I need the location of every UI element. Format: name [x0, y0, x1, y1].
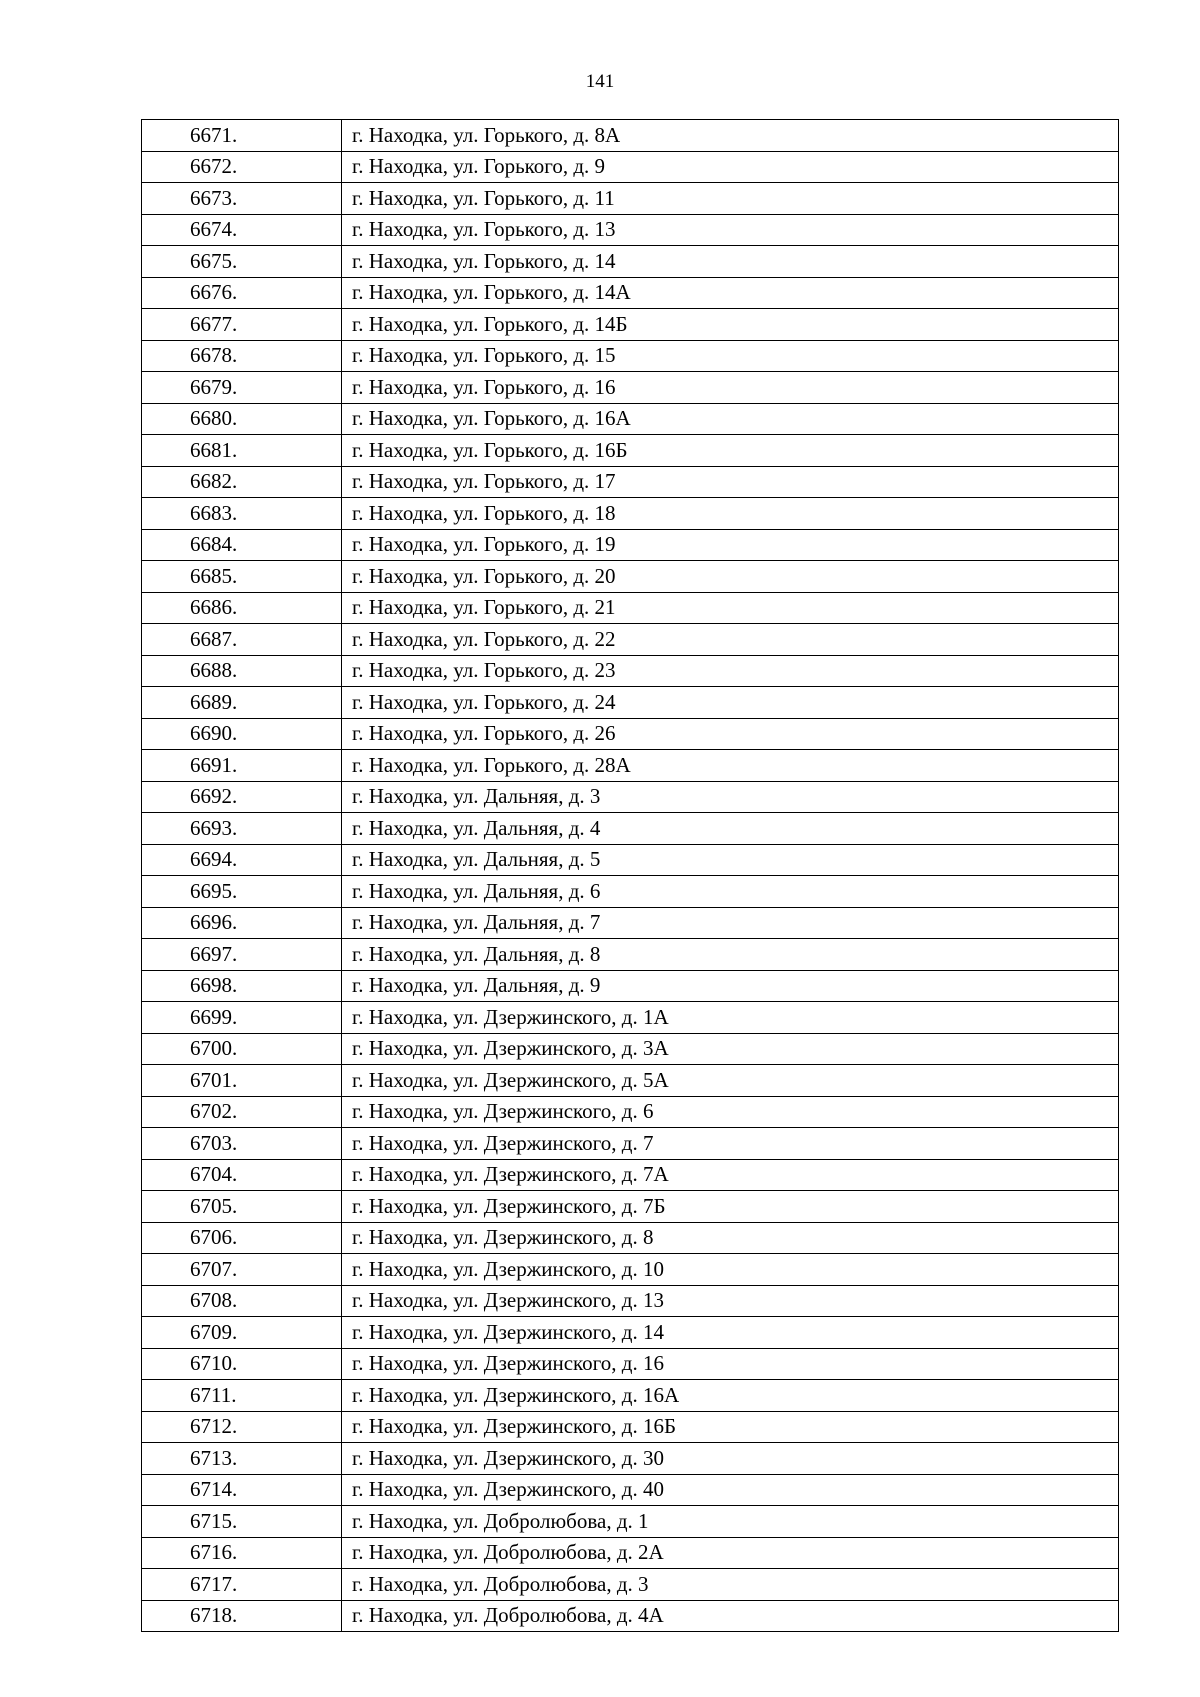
address-cell: г. Находка, ул. Добролюбова, д. 3	[342, 1569, 1119, 1601]
address-cell: г. Находка, ул. Дальняя, д. 3	[342, 781, 1119, 813]
address-cell: г. Находка, ул. Дзержинского, д. 40	[342, 1474, 1119, 1506]
address-cell: г. Находка, ул. Дальняя, д. 7	[342, 907, 1119, 939]
row-number-cell: 6675.	[142, 246, 342, 278]
table-row	[142, 1317, 1119, 1349]
row-number-cell: 6673.	[142, 183, 342, 215]
row-number-cell: 6686.	[142, 592, 342, 624]
row-number-cell: 6687.	[142, 624, 342, 656]
address-cell: г. Находка, ул. Добролюбова, д. 1	[342, 1506, 1119, 1538]
table-row	[142, 970, 1119, 1002]
address-cell: г. Находка, ул. Горького, д. 17	[342, 466, 1119, 498]
row-number-cell: 6685.	[142, 561, 342, 593]
table-row	[142, 1443, 1119, 1475]
row-number-cell: 6674.	[142, 214, 342, 246]
table-row	[142, 246, 1119, 278]
row-number-cell: 6717.	[142, 1569, 342, 1601]
address-cell: г. Находка, ул. Горького, д. 16	[342, 372, 1119, 404]
row-number-cell: 6704.	[142, 1159, 342, 1191]
table-row	[142, 309, 1119, 341]
address-cell: г. Находка, ул. Горького, д. 16А	[342, 403, 1119, 435]
row-number-cell: 6702.	[142, 1096, 342, 1128]
address-cell: г. Находка, ул. Горького, д. 22	[342, 624, 1119, 656]
table-row	[142, 813, 1119, 845]
row-number-cell: 6697.	[142, 939, 342, 971]
row-number-cell: 6690.	[142, 718, 342, 750]
address-cell: г. Находка, ул. Дальняя, д. 5	[342, 844, 1119, 876]
address-cell: г. Находка, ул. Дзержинского, д. 14	[342, 1317, 1119, 1349]
row-number-cell: 6689.	[142, 687, 342, 719]
table-row	[142, 655, 1119, 687]
row-number-cell: 6683.	[142, 498, 342, 530]
table-row	[142, 876, 1119, 908]
table-row	[142, 844, 1119, 876]
table-row	[142, 718, 1119, 750]
row-number-cell: 6692.	[142, 781, 342, 813]
table-row	[142, 1285, 1119, 1317]
table-row	[142, 1474, 1119, 1506]
table-row	[142, 1537, 1119, 1569]
row-number-cell: 6699.	[142, 1002, 342, 1034]
row-number-cell: 6691.	[142, 750, 342, 782]
address-cell: г. Находка, ул. Дальняя, д. 8	[342, 939, 1119, 971]
row-number-cell: 6695.	[142, 876, 342, 908]
address-cell: г. Находка, ул. Горького, д. 20	[342, 561, 1119, 593]
row-number-cell: 6706.	[142, 1222, 342, 1254]
address-cell: г. Находка, ул. Дальняя, д. 9	[342, 970, 1119, 1002]
table-row	[142, 687, 1119, 719]
table-row	[142, 1222, 1119, 1254]
row-number-cell: 6713.	[142, 1443, 342, 1475]
table-row	[142, 214, 1119, 246]
address-cell: г. Находка, ул. Горького, д. 11	[342, 183, 1119, 215]
row-number-cell: 6693.	[142, 813, 342, 845]
table-row	[142, 435, 1119, 467]
row-number-cell: 6711.	[142, 1380, 342, 1412]
table-row	[142, 372, 1119, 404]
address-cell: г. Находка, ул. Дзержинского, д. 7Б	[342, 1191, 1119, 1223]
row-number-cell: 6676.	[142, 277, 342, 309]
row-number-cell: 6671.	[142, 120, 342, 152]
table-row	[142, 781, 1119, 813]
row-number-cell: 6712.	[142, 1411, 342, 1443]
address-cell: г. Находка, ул. Горького, д. 23	[342, 655, 1119, 687]
address-cell: г. Находка, ул. Дзержинского, д. 16	[342, 1348, 1119, 1380]
table-row	[142, 1348, 1119, 1380]
row-number-cell: 6678.	[142, 340, 342, 372]
address-cell: г. Находка, ул. Горького, д. 21	[342, 592, 1119, 624]
table-row	[142, 151, 1119, 183]
address-cell: г. Находка, ул. Дзержинского, д. 7А	[342, 1159, 1119, 1191]
address-cell: г. Находка, ул. Дзержинского, д. 16А	[342, 1380, 1119, 1412]
row-number-cell: 6715.	[142, 1506, 342, 1538]
table-row	[142, 1065, 1119, 1097]
address-cell: г. Находка, ул. Горького, д. 16Б	[342, 435, 1119, 467]
address-cell: г. Находка, ул. Горького, д. 14	[342, 246, 1119, 278]
table-row	[142, 1159, 1119, 1191]
table-row	[142, 340, 1119, 372]
table-row	[142, 1506, 1119, 1538]
row-number-cell: 6679.	[142, 372, 342, 404]
address-cell: г. Находка, ул. Дзержинского, д. 10	[342, 1254, 1119, 1286]
page-number: 141	[585, 71, 615, 92]
table-row	[142, 1096, 1119, 1128]
address-cell: г. Находка, ул. Дзержинского, д. 5А	[342, 1065, 1119, 1097]
address-cell: г. Находка, ул. Горького, д. 18	[342, 498, 1119, 530]
table-row	[142, 1411, 1119, 1443]
row-number-cell: 6684.	[142, 529, 342, 561]
address-cell: г. Находка, ул. Горького, д. 14А	[342, 277, 1119, 309]
row-number-cell: 6701.	[142, 1065, 342, 1097]
address-cell: г. Находка, ул. Горького, д. 8А	[342, 120, 1119, 152]
table-row	[142, 1380, 1119, 1412]
table-row	[142, 624, 1119, 656]
row-number-cell: 6688.	[142, 655, 342, 687]
address-cell: г. Находка, ул. Дзержинского, д. 3А	[342, 1033, 1119, 1065]
row-number-cell: 6677.	[142, 309, 342, 341]
row-number-cell: 6672.	[142, 151, 342, 183]
row-number-cell: 6700.	[142, 1033, 342, 1065]
address-cell: г. Находка, ул. Дзержинского, д. 1А	[342, 1002, 1119, 1034]
row-number-cell: 6710.	[142, 1348, 342, 1380]
table-row	[142, 750, 1119, 782]
address-cell: г. Находка, ул. Дальняя, д. 6	[342, 876, 1119, 908]
table-row	[142, 1254, 1119, 1286]
address-cell: г. Находка, ул. Дальняя, д. 4	[342, 813, 1119, 845]
table-row	[142, 529, 1119, 561]
address-cell: г. Находка, ул. Дзержинского, д. 30	[342, 1443, 1119, 1475]
row-number-cell: 6709.	[142, 1317, 342, 1349]
row-number-cell: 6708.	[142, 1285, 342, 1317]
row-number-cell: 6694.	[142, 844, 342, 876]
table-row	[142, 1569, 1119, 1601]
table-row	[142, 561, 1119, 593]
address-cell: г. Находка, ул. Дзержинского, д. 13	[342, 1285, 1119, 1317]
row-number-cell: 6718.	[142, 1600, 342, 1632]
address-cell: г. Находка, ул. Горького, д. 14Б	[342, 309, 1119, 341]
address-cell: г. Находка, ул. Добролюбова, д. 4А	[342, 1600, 1119, 1632]
address-table	[141, 119, 1119, 1632]
row-number-cell: 6681.	[142, 435, 342, 467]
table-row	[142, 1191, 1119, 1223]
address-cell: г. Находка, ул. Дзержинского, д. 6	[342, 1096, 1119, 1128]
row-number-cell: 6680.	[142, 403, 342, 435]
table-row	[142, 498, 1119, 530]
row-number-cell: 6707.	[142, 1254, 342, 1286]
table-row	[142, 1128, 1119, 1160]
address-cell: г. Находка, ул. Горького, д. 15	[342, 340, 1119, 372]
row-number-cell: 6682.	[142, 466, 342, 498]
address-cell: г. Находка, ул. Горького, д. 13	[342, 214, 1119, 246]
row-number-cell: 6716.	[142, 1537, 342, 1569]
address-cell: г. Находка, ул. Добролюбова, д. 2А	[342, 1537, 1119, 1569]
table-row	[142, 277, 1119, 309]
address-cell: г. Находка, ул. Дзержинского, д. 8	[342, 1222, 1119, 1254]
table-row	[142, 1002, 1119, 1034]
address-table-body	[142, 120, 1119, 1632]
address-cell: г. Находка, ул. Горького, д. 26	[342, 718, 1119, 750]
address-cell: г. Находка, ул. Горького, д. 28А	[342, 750, 1119, 782]
table-row	[142, 592, 1119, 624]
table-row	[142, 466, 1119, 498]
table-row	[142, 403, 1119, 435]
table-row	[142, 1600, 1119, 1632]
table-row	[142, 907, 1119, 939]
table-row	[142, 183, 1119, 215]
address-cell: г. Находка, ул. Горького, д. 9	[342, 151, 1119, 183]
address-cell: г. Находка, ул. Горького, д. 24	[342, 687, 1119, 719]
table-row	[142, 120, 1119, 152]
address-cell: г. Находка, ул. Дзержинского, д. 16Б	[342, 1411, 1119, 1443]
row-number-cell: 6698.	[142, 970, 342, 1002]
table-row	[142, 1033, 1119, 1065]
row-number-cell: 6705.	[142, 1191, 342, 1223]
row-number-cell: 6696.	[142, 907, 342, 939]
row-number-cell: 6714.	[142, 1474, 342, 1506]
table-row	[142, 939, 1119, 971]
address-cell: г. Находка, ул. Горького, д. 19	[342, 529, 1119, 561]
address-cell: г. Находка, ул. Дзержинского, д. 7	[342, 1128, 1119, 1160]
row-number-cell: 6703.	[142, 1128, 342, 1160]
